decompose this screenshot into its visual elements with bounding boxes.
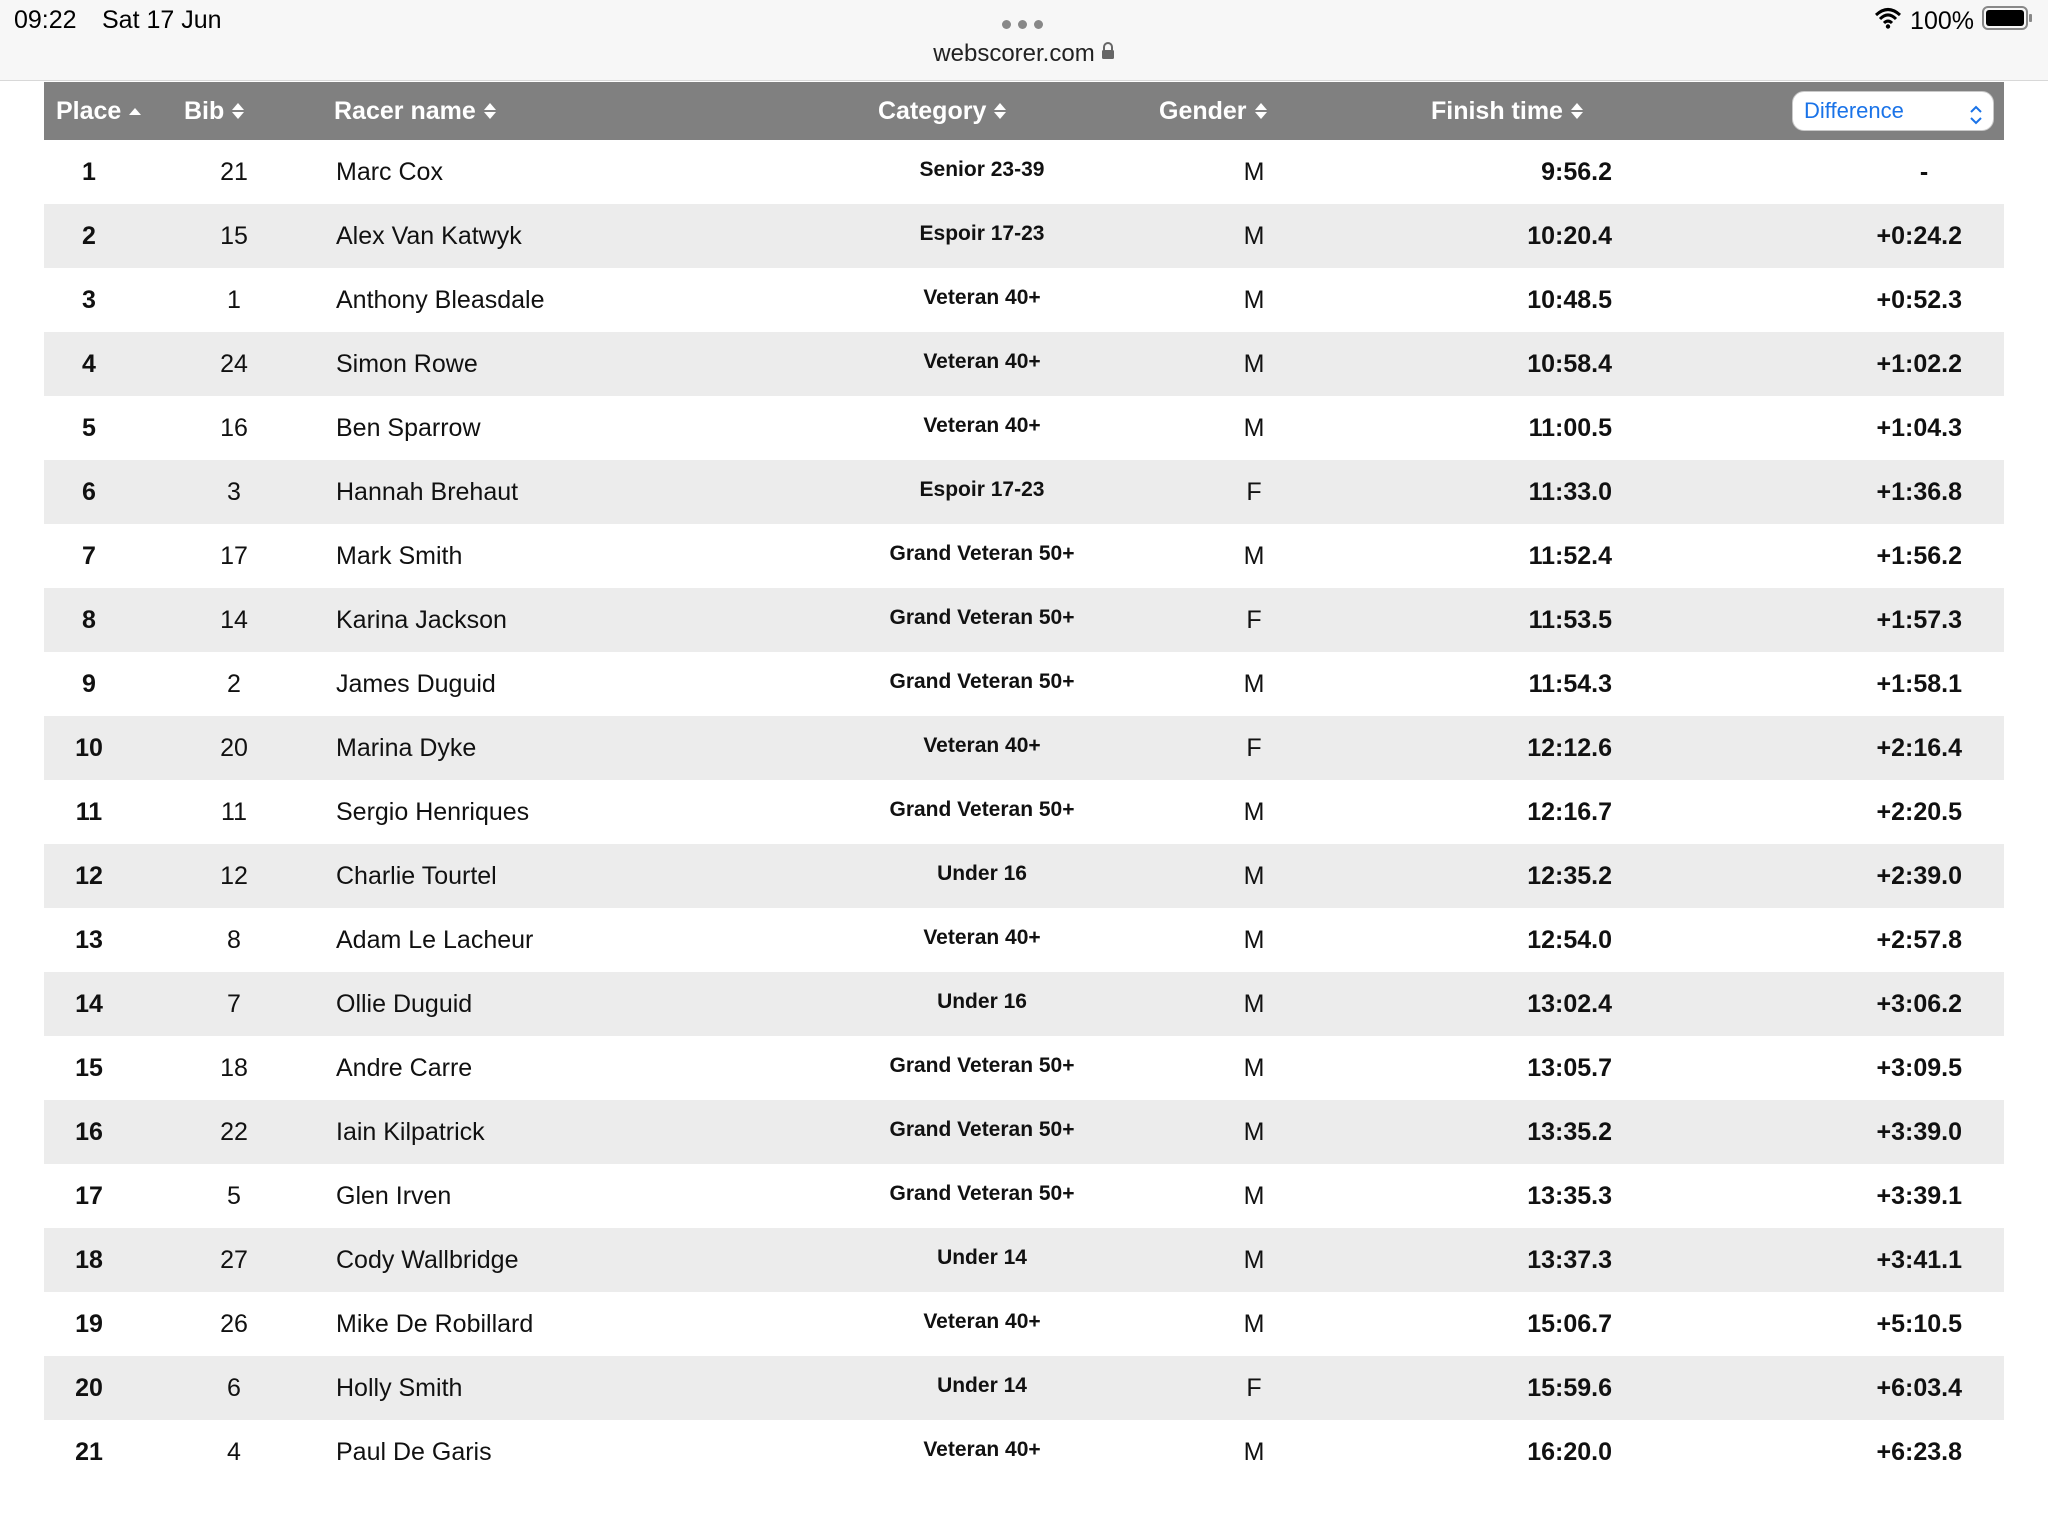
- gender-cell: M: [1243, 1310, 1265, 1338]
- category-cell: Veteran 40+: [923, 1438, 1041, 1461]
- difference-cell: -: [1919, 158, 1929, 186]
- table-row[interactable]: [44, 716, 2004, 780]
- finish-time-cell: 13:05.7: [1527, 1054, 1612, 1082]
- racer-name-cell[interactable]: Iain Kilpatrick: [336, 1118, 485, 1146]
- sort-ascending-icon: [129, 108, 141, 115]
- difference-cell: +0:24.2: [1876, 222, 1962, 250]
- gender-cell: F: [1246, 606, 1262, 634]
- table-row[interactable]: [44, 1164, 2004, 1228]
- bib-cell: 12: [220, 862, 248, 890]
- difference-cell: +2:16.4: [1876, 734, 1962, 762]
- bib-cell: 27: [220, 1246, 248, 1274]
- difference-select[interactable]: [1792, 91, 1994, 131]
- bib-cell: 22: [220, 1118, 248, 1146]
- place-cell: 7: [82, 542, 96, 570]
- gender-cell: M: [1243, 286, 1265, 314]
- racer-name-cell[interactable]: Adam Le Lacheur: [336, 926, 534, 954]
- table-header: [44, 82, 2004, 140]
- category-cell: Espoir 17-23: [919, 478, 1045, 501]
- racer-name-cell[interactable]: Karina Jackson: [336, 606, 507, 634]
- sort-bib-header[interactable]: [184, 82, 244, 140]
- finish-time-cell: 12:12.6: [1527, 734, 1612, 762]
- table-row[interactable]: [44, 1420, 2004, 1484]
- gender-cell: M: [1243, 414, 1265, 442]
- bib-cell: 21: [220, 158, 248, 186]
- finish-time-cell: 10:58.4: [1527, 350, 1612, 378]
- bib-cell: 4: [227, 1438, 241, 1466]
- difference-cell: +2:57.8: [1876, 926, 1962, 954]
- gender-cell: M: [1243, 990, 1265, 1018]
- difference-cell: +1:02.2: [1876, 350, 1962, 378]
- status-bar: [0, 0, 2048, 81]
- difference-cell: +3:09.5: [1876, 1054, 1962, 1082]
- place-cell: 4: [82, 350, 96, 378]
- category-cell: Grand Veteran 50+: [889, 1182, 1075, 1205]
- category-cell: Veteran 40+: [923, 350, 1041, 373]
- category-cell: Grand Veteran 50+: [889, 798, 1075, 821]
- difference-cell: +3:39.0: [1876, 1118, 1962, 1146]
- place-cell: 17: [75, 1182, 103, 1210]
- gender-cell: M: [1243, 926, 1265, 954]
- category-cell: Veteran 40+: [923, 286, 1041, 309]
- finish-time-cell: 11:53.5: [1528, 606, 1612, 634]
- category-cell: Under 14: [937, 1246, 1027, 1269]
- racer-name-cell[interactable]: Marina Dyke: [336, 734, 477, 762]
- difference-cell: +6:03.4: [1876, 1374, 1962, 1402]
- category-cell: Under 14: [937, 1374, 1027, 1397]
- gender-cell: F: [1246, 1374, 1262, 1402]
- header-label: Racer name: [334, 97, 476, 125]
- finish-time-cell: 15:59.6: [1527, 1374, 1612, 1402]
- finish-time-cell: 11:52.4: [1528, 542, 1612, 570]
- difference-cell: +2:20.5: [1876, 798, 1962, 826]
- finish-time-cell: 13:02.4: [1527, 990, 1612, 1018]
- bib-cell: 7: [227, 990, 241, 1018]
- racer-name-cell[interactable]: Holly Smith: [336, 1374, 463, 1402]
- place-cell: 15: [75, 1054, 103, 1082]
- category-cell: Senior 23-39: [919, 158, 1045, 181]
- finish-time-cell: 16:20.0: [1527, 1438, 1612, 1466]
- table-row[interactable]: [44, 972, 2004, 1036]
- racer-name-cell[interactable]: James Duguid: [336, 670, 496, 698]
- table-row[interactable]: [44, 140, 2004, 204]
- table-row[interactable]: [44, 780, 2004, 844]
- finish-time-cell: 11:33.0: [1528, 478, 1612, 506]
- place-cell: 5: [82, 414, 96, 442]
- bib-cell: 18: [220, 1054, 248, 1082]
- difference-cell: +1:04.3: [1876, 414, 1962, 442]
- racer-name-cell[interactable]: Charlie Tourtel: [336, 862, 497, 890]
- bib-cell: 11: [221, 798, 247, 826]
- racer-name-cell[interactable]: Simon Rowe: [336, 350, 478, 378]
- finish-time-cell: 12:54.0: [1527, 926, 1612, 954]
- sort-icon: [232, 103, 244, 119]
- difference-select-value: Difference: [1804, 98, 1904, 123]
- sort-place-header[interactable]: [56, 82, 141, 140]
- gender-cell: M: [1243, 798, 1265, 826]
- difference-cell: +3:41.1: [1876, 1246, 1962, 1274]
- bib-cell: 15: [220, 222, 248, 250]
- bib-cell: 5: [227, 1182, 241, 1210]
- gender-cell: M: [1243, 862, 1265, 890]
- difference-cell: +0:52.3: [1876, 286, 1962, 314]
- category-cell: Grand Veteran 50+: [889, 1054, 1075, 1077]
- finish-time-cell: 11:00.5: [1528, 414, 1612, 442]
- place-cell: 21: [75, 1438, 103, 1466]
- place-cell: 18: [75, 1246, 103, 1274]
- place-cell: 1: [82, 158, 96, 186]
- battery-icon: [1982, 6, 2034, 37]
- gender-cell: M: [1243, 542, 1265, 570]
- category-cell: Under 16: [937, 990, 1027, 1013]
- chevron-up-down-icon: [1969, 100, 1983, 138]
- place-cell: 10: [75, 734, 103, 762]
- table-row[interactable]: [44, 652, 2004, 716]
- table-row[interactable]: [44, 268, 2004, 332]
- wifi-icon: [1874, 7, 1902, 36]
- table-row[interactable]: [44, 1100, 2004, 1164]
- finish-time-cell: 12:16.7: [1527, 798, 1612, 826]
- header-label: Category: [878, 97, 987, 125]
- bib-cell: 3: [227, 478, 241, 506]
- racer-name-cell[interactable]: Cody Wallbridge: [336, 1246, 519, 1274]
- sort-icon: [484, 103, 496, 119]
- finish-time-cell: 9:56.2: [1541, 158, 1612, 186]
- bib-cell: 2: [227, 670, 241, 698]
- table-row[interactable]: [44, 396, 2004, 460]
- racer-name-cell[interactable]: Hannah Brehaut: [336, 478, 519, 506]
- table-row[interactable]: [44, 1228, 2004, 1292]
- place-cell: 3: [82, 286, 96, 314]
- table-row[interactable]: [44, 908, 2004, 972]
- gender-cell: M: [1243, 1438, 1265, 1466]
- finish-time-cell: 12:35.2: [1527, 862, 1612, 890]
- racer-name-cell[interactable]: Mark Smith: [336, 542, 463, 570]
- table-row[interactable]: [44, 1356, 2004, 1420]
- header-label: Bib: [184, 97, 225, 125]
- gender-cell: M: [1243, 1054, 1265, 1082]
- bib-cell: 16: [220, 414, 248, 442]
- sort-icon: [1571, 103, 1583, 119]
- racer-name-cell[interactable]: Alex Van Katwyk: [336, 222, 522, 250]
- difference-cell: +3:06.2: [1876, 990, 1962, 1018]
- difference-cell: +1:57.3: [1876, 606, 1962, 634]
- racer-name-cell[interactable]: Anthony Bleasdale: [336, 286, 545, 314]
- bib-cell: 20: [220, 734, 248, 762]
- place-cell: 14: [75, 990, 103, 1018]
- finish-time-cell: 15:06.7: [1527, 1310, 1612, 1338]
- table-row[interactable]: [44, 1036, 2004, 1100]
- url-text: webscorer.com: [933, 40, 1095, 67]
- bib-cell: 1: [227, 286, 241, 314]
- header-label: Gender: [1159, 97, 1247, 125]
- status-indicators: [1874, 6, 2034, 37]
- category-cell: Grand Veteran 50+: [889, 542, 1075, 565]
- category-cell: Grand Veteran 50+: [889, 670, 1075, 693]
- sort-category-header[interactable]: [878, 82, 1006, 140]
- bib-cell: 8: [227, 926, 241, 954]
- finish-time-cell: 13:35.2: [1527, 1118, 1612, 1146]
- status-time: 09:22: [14, 6, 77, 34]
- sort-icon: [1255, 103, 1267, 119]
- racer-name-cell[interactable]: Marc Cox: [336, 158, 443, 186]
- racer-name-cell[interactable]: Mike De Robillard: [336, 1310, 534, 1338]
- gender-cell: M: [1243, 158, 1265, 186]
- finish-time-cell: 10:48.5: [1527, 286, 1612, 314]
- gender-cell: M: [1243, 670, 1265, 698]
- table-row[interactable]: [44, 844, 2004, 908]
- finish-time-cell: 13:35.3: [1527, 1182, 1612, 1210]
- gender-cell: M: [1243, 222, 1265, 250]
- category-cell: Grand Veteran 50+: [889, 606, 1075, 629]
- sort-finish-time-header[interactable]: [1431, 82, 1583, 140]
- place-cell: 12: [75, 862, 103, 890]
- place-cell: 20: [75, 1374, 103, 1402]
- place-cell: 8: [82, 606, 96, 634]
- category-cell: Veteran 40+: [923, 734, 1041, 757]
- table-row[interactable]: [44, 524, 2004, 588]
- table-body: [44, 140, 2004, 1484]
- difference-cell: +6:23.8: [1876, 1438, 1962, 1466]
- battery-percent: 100%: [1910, 7, 1974, 35]
- racer-name-cell[interactable]: Paul De Garis: [336, 1438, 492, 1466]
- gender-cell: M: [1243, 350, 1265, 378]
- status-date: Sat 17 Jun: [102, 6, 222, 34]
- finish-time-cell: 13:37.3: [1527, 1246, 1612, 1274]
- table-row[interactable]: [44, 460, 2004, 524]
- header-label: Finish time: [1431, 97, 1563, 125]
- difference-cell: +3:39.1: [1876, 1182, 1962, 1210]
- header-label: Place: [56, 97, 122, 125]
- place-cell: 2: [82, 222, 96, 250]
- lock-icon: [1101, 39, 1115, 67]
- finish-time-cell: 11:54.3: [1528, 670, 1612, 698]
- place-cell: 6: [82, 478, 96, 506]
- difference-cell: +1:58.1: [1876, 670, 1962, 698]
- difference-cell: +1:36.8: [1876, 478, 1962, 506]
- category-cell: Espoir 17-23: [919, 222, 1045, 245]
- bib-cell: 24: [220, 350, 248, 378]
- sort-name-header[interactable]: [334, 82, 496, 140]
- racer-name-cell[interactable]: Glen Irven: [336, 1182, 452, 1210]
- racer-name-cell[interactable]: Sergio Henriques: [336, 798, 530, 826]
- category-cell: Grand Veteran 50+: [889, 1118, 1075, 1141]
- gender-cell: M: [1243, 1246, 1265, 1274]
- table-row[interactable]: [44, 204, 2004, 268]
- sort-gender-header[interactable]: [1159, 82, 1267, 140]
- category-cell: Veteran 40+: [923, 926, 1041, 949]
- results-table: [44, 82, 2004, 1484]
- place-cell: 9: [82, 670, 96, 698]
- place-cell: 13: [75, 926, 103, 954]
- multitasking-dots-icon[interactable]: [1002, 20, 1043, 29]
- bib-cell: 14: [220, 606, 248, 634]
- table-row[interactable]: [44, 1292, 2004, 1356]
- finish-time-cell: 10:20.4: [1527, 222, 1612, 250]
- difference-cell: +5:10.5: [1876, 1310, 1962, 1338]
- category-cell: Veteran 40+: [923, 1310, 1041, 1333]
- table-row[interactable]: [44, 588, 2004, 652]
- place-cell: 19: [75, 1310, 103, 1338]
- address-bar[interactable]: [0, 40, 2048, 68]
- bib-cell: 6: [227, 1374, 241, 1402]
- racer-name-cell[interactable]: Ollie Duguid: [336, 990, 473, 1018]
- gender-cell: F: [1246, 734, 1262, 762]
- difference-cell: +1:56.2: [1876, 542, 1962, 570]
- place-cell: 16: [75, 1118, 103, 1146]
- category-cell: Under 16: [937, 862, 1027, 885]
- table-row[interactable]: [44, 332, 2004, 396]
- difference-cell: +2:39.0: [1876, 862, 1962, 890]
- category-cell: Veteran 40+: [923, 414, 1041, 437]
- racer-name-cell[interactable]: Ben Sparrow: [336, 414, 481, 442]
- racer-name-cell[interactable]: Andre Carre: [336, 1054, 473, 1082]
- gender-cell: M: [1243, 1118, 1265, 1146]
- bib-cell: 26: [220, 1310, 248, 1338]
- bib-cell: 17: [220, 542, 248, 570]
- sort-icon: [994, 103, 1006, 119]
- gender-cell: M: [1243, 1182, 1265, 1210]
- gender-cell: F: [1246, 478, 1262, 506]
- place-cell: 11: [75, 798, 103, 826]
